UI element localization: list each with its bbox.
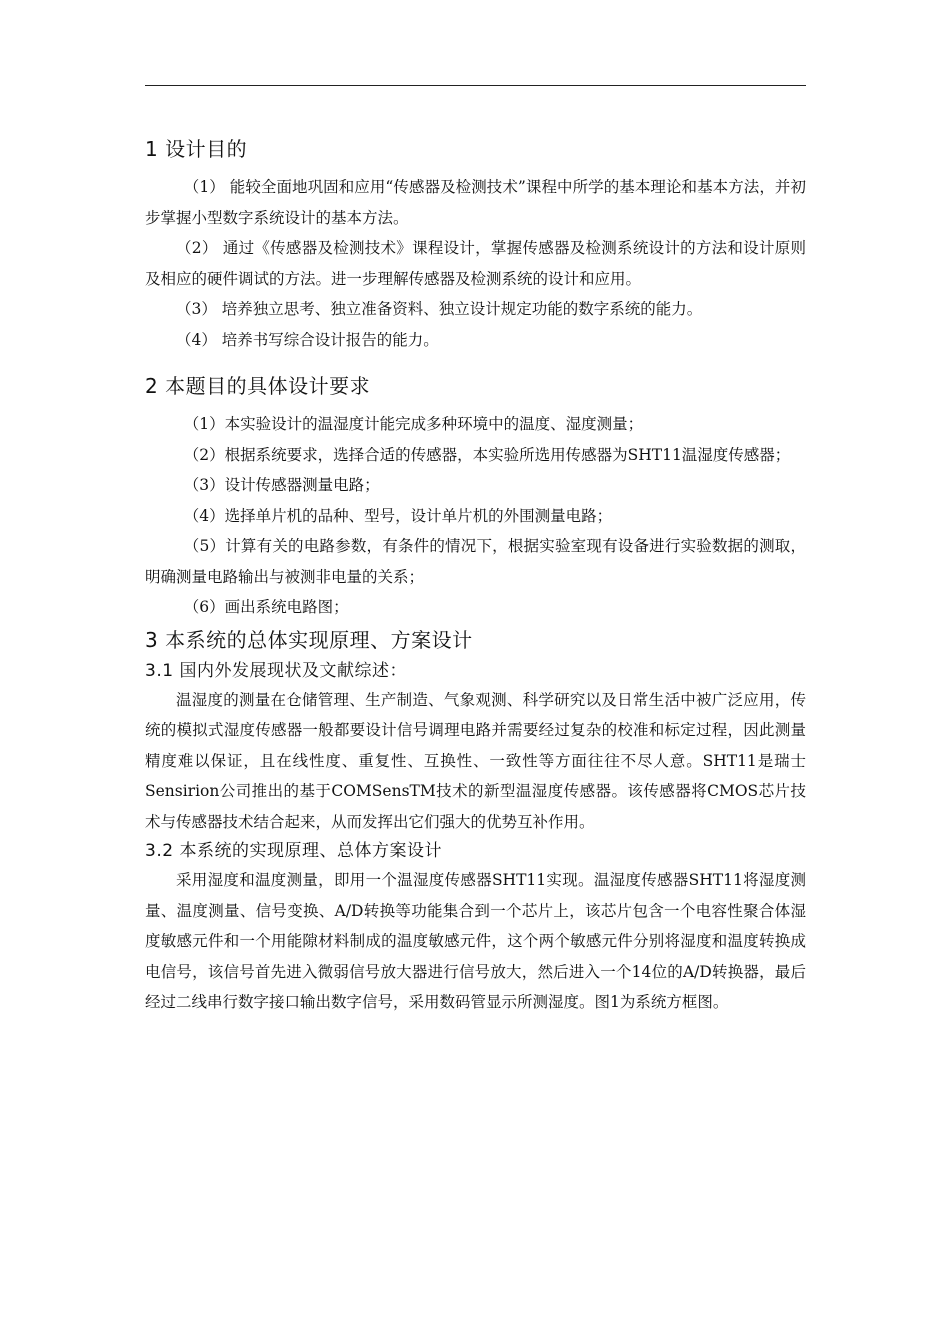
section-2-item-5: （5）计算有关的电路参数，有条件的情况下，根据实验室现有设备进行实验数据的测取，明确测量电路输出与被测非电量的关系； (145, 537, 806, 586)
section-2-item-4: （4）选择单片机的品种、型号，设计单片机的外围测量电路； (183, 506, 613, 525)
header-rule (145, 85, 806, 86)
section-2-heading: 2 本题目的具体设计要求 (145, 374, 371, 398)
section-1-item-3: （3） 培养独立思考、独立准备资料、独立设计规定功能的数字系统的能力。 (176, 300, 703, 318)
document-body (145, 132, 806, 1018)
section-1-heading: 1 设计目的 (145, 137, 248, 161)
section-3-2-body: 采用湿度和温度测量，即用一个温湿度传感器SHT11实现。温湿度传感器SHT11将湿度测量、温度测量、信号变换、A/D转换等功能集合到一个芯片上，该芯片包含一个电容性聚合体湿度敏感元件和一个用能隙材料制成的温度敏感元件，这个两个敏感元件分别将湿度和温度转换成电信号，该信号首先进入微弱信号放大器进行信号放大，然后进入一个14位的A/D转换器，最后经过二线串行数字接口输出数字信号，采用数码管显示所测湿度。图1为系统方框图。 (145, 871, 806, 1011)
section-2-item-6: （6）画出系统电路图； (183, 598, 349, 616)
section-2-item-1: （1）本实验设计的温湿度计能完成多种环境中的温度、湿度测量； (183, 415, 644, 433)
section-1-item-2: （2） 通过《传感器及检测技术》课程设计，掌握传感器及检测系统设计的方法和设计原则及相应的硬件调试的方法。进一步理解传感器及检测系统的设计和应用。 (145, 239, 806, 288)
section-3-1-heading: 3.1 国内外发展现状及文献综述： (145, 660, 407, 681)
section-1-item-4: （4） 培养书写综合设计报告的能力。 (176, 330, 439, 349)
section-2-item-3: （3）设计传感器测量电路； (183, 476, 380, 494)
section-3-heading: 3 本系统的总体实现原理、方案设计 (145, 627, 473, 652)
section-1-item-1: （1） 能较全面地巩固和应用“传感器及检测技术”课程中所学的基本理论和基本方法，并初步掌握小型数字系统设计的基本方法。 (145, 178, 806, 227)
section-3-2-heading: 3.2 本系统的实现原理、总体方案设计 (145, 841, 442, 861)
section-3-1-body: 温湿度的测量在仓储管理、生产制造、气象观测、科学研究以及日常生活中被广泛应用，传统的模拟式湿度传感器一般都要设计信号调理电路并需要经过复杂的校准和标定过程，因此测量精度难以保证，且在线性度、重复性、互换性、一致性等方面往往不尽人意。SHT11是瑞士Sensirion公司推出的基于COMSensTM技术的新型温湿度传感器。该传感器将CMOS芯片技术与传感器技术结合起来，从而发挥出它们强大的优势互补作用。 (145, 690, 806, 831)
section-2-item-2: （2）根据系统要求，选择合适的传感器，本实验所选用传感器为SHT11温湿度传感器； (183, 445, 791, 464)
